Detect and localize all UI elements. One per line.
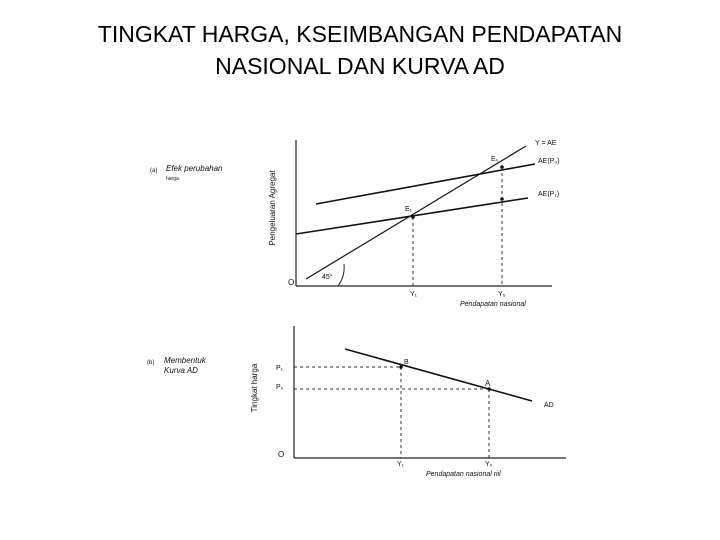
panel-b-caption-2: Kurva AD xyxy=(164,366,198,375)
title-line-1: TINGKAT HARGA, KSEIMBANGAN PENDAPATAN xyxy=(97,21,623,47)
label-a: A xyxy=(485,379,491,388)
panel-a xyxy=(150,140,560,308)
panel-a-x-axis-label: Pendapatan nasional xyxy=(460,301,526,308)
label-ad: AD xyxy=(544,402,554,409)
label-e1: E₁ xyxy=(405,206,413,213)
panel-b-tick-p1: P₁ xyxy=(276,365,284,372)
point-e0 xyxy=(500,165,504,169)
panel-b-caption-1: Membentuk xyxy=(164,356,206,365)
point-e1 xyxy=(411,215,415,219)
ad-curve xyxy=(345,349,532,401)
panel-b-label: (b) xyxy=(147,360,155,366)
panel-b xyxy=(147,326,566,478)
angle-label: 45° xyxy=(322,274,333,281)
panel-b-y-axis-label: Tingkat harga xyxy=(250,363,259,413)
panel-a-tick-y0: Y₀ xyxy=(498,291,506,298)
panel-a-label: (a) xyxy=(150,168,158,174)
panel-b-tick-y0: Y₀ xyxy=(485,461,493,468)
label-e0: E₀ xyxy=(491,156,499,163)
point-b xyxy=(399,365,403,369)
panel-a-origin: O xyxy=(288,278,295,287)
panel-b-tick-p0: P₀ xyxy=(276,384,284,391)
panel-b-x-axis-label: Pendapatan nasional riil xyxy=(426,471,501,478)
panel-a-tick-y1: Y₁ xyxy=(410,291,418,298)
panel-a-caption-1: Efek perubahan xyxy=(166,164,223,173)
panel-b-origin: O xyxy=(278,450,285,459)
line-45-degree xyxy=(306,146,526,279)
panel-a-caption-2: harga xyxy=(166,176,179,182)
angle-arc xyxy=(338,264,344,286)
panel-b-tick-y1: Y₁ xyxy=(397,461,405,468)
point-ae-p1-at-y0 xyxy=(500,197,504,201)
title-line-2: NASIONAL DAN KURVA AD xyxy=(215,53,505,79)
label-y-ae: Y = AE xyxy=(535,140,557,147)
label-ae-p0: AE(P₀) xyxy=(538,158,560,165)
label-ae-p1: AE(P₁) xyxy=(538,191,560,198)
panel-a-y-axis-label: Pengeluaran Agregat xyxy=(268,170,277,246)
label-b: B xyxy=(404,359,409,366)
